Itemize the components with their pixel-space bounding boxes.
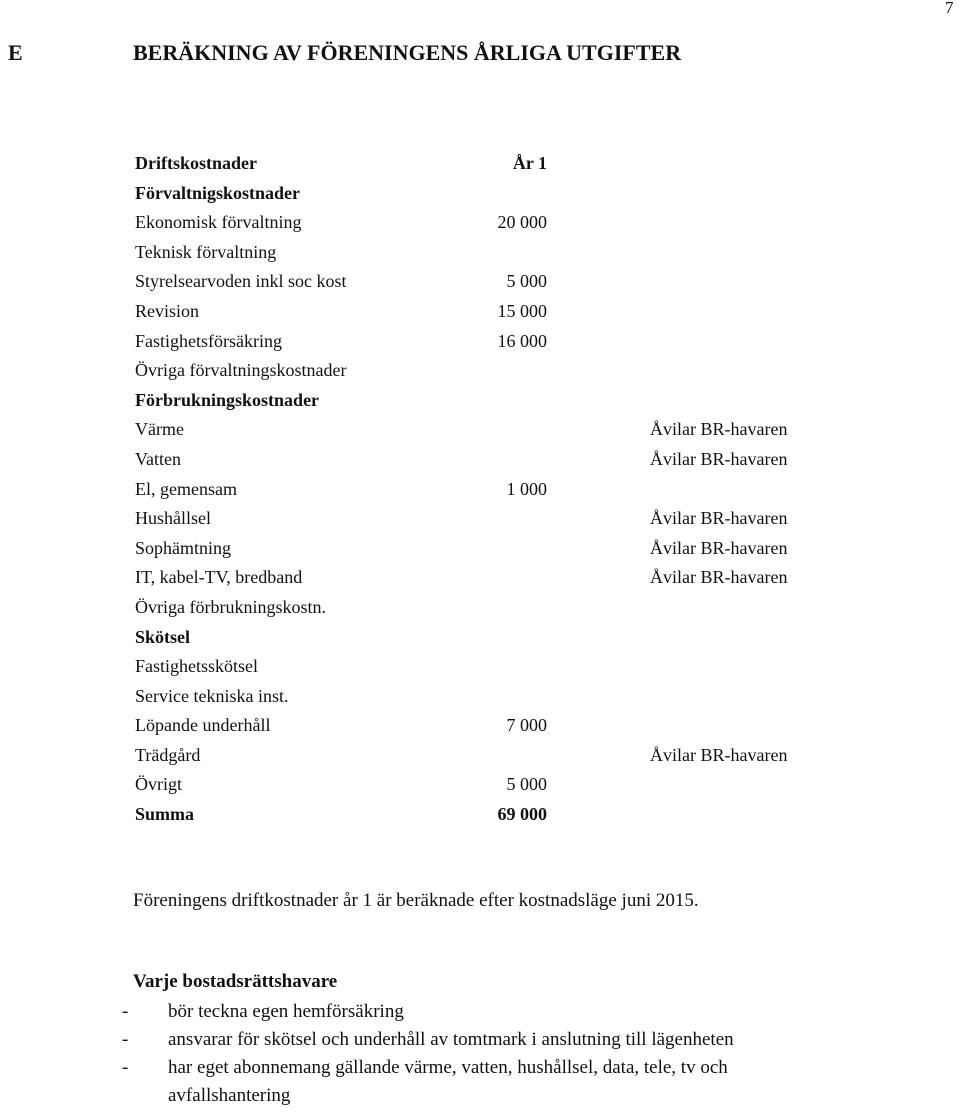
row-label: Förbrukningskostnader [135, 389, 320, 410]
page-number: 7 [945, 0, 954, 17]
table-row [135, 682, 825, 712]
row-amount: 20 000 [497, 212, 547, 233]
row-note: Åvilar BR-havaren [650, 419, 788, 440]
table-row [135, 445, 825, 475]
table-row [135, 297, 825, 327]
owner-obligations [122, 968, 913, 1110]
table-row [135, 504, 825, 534]
section-title: BERÄKNING AV FÖRENINGENS ÅRLIGA UTGIFTER [133, 40, 682, 65]
owner-obligations-heading: Varje bostadsrättshavare [133, 971, 338, 992]
row-label: Sophämtning [135, 537, 232, 558]
row-label: Teknisk förvaltning [135, 241, 277, 262]
table-row [135, 652, 825, 682]
row-label: IT, kabel-TV, bredband [135, 567, 303, 588]
list-item-text: bör teckna egen hemförsäkring [168, 1001, 404, 1022]
header-year: År 1 [512, 153, 547, 173]
row-label: El, gemensam [135, 478, 237, 499]
table-row [135, 386, 825, 416]
list-dash: - [122, 1057, 129, 1078]
list-item-text: ansvarar för skötsel och underhåll av tomtmark i anslutning till lägenheten [168, 1029, 734, 1050]
cost-table [135, 149, 825, 830]
table-row [135, 711, 825, 741]
table-row [135, 770, 825, 800]
row-note: Åvilar BR-havaren [650, 537, 788, 558]
row-label: Revision [135, 300, 200, 321]
list-item-continuation: avfallshantering [168, 1085, 291, 1106]
row-amount: 7 000 [506, 715, 547, 736]
row-amount: 15 000 [497, 300, 547, 321]
row-label: Fastighetsförsäkring [135, 330, 282, 351]
table-row [135, 623, 825, 653]
table-row [135, 238, 825, 268]
row-label: Värme [135, 419, 184, 440]
table-row [135, 741, 825, 771]
row-label: Fastighetsskötsel [135, 656, 259, 677]
row-note: Åvilar BR-havaren [650, 448, 788, 469]
row-label: Hushållsel [135, 508, 211, 529]
table-row [135, 208, 825, 238]
cost-table-header [135, 149, 825, 179]
owner-obligations-list [122, 998, 913, 1110]
table-row [135, 327, 825, 357]
header-label: Driftskostnader [135, 153, 257, 173]
list-item-text: har eget abonnemang gällande värme, vatten, hushållsel, data, tele, tv och [168, 1057, 728, 1078]
row-amount: 5 000 [506, 271, 547, 292]
table-row [135, 415, 825, 445]
cost-rows [135, 179, 825, 830]
row-label: Summa [135, 804, 195, 825]
cost-basis-note: Föreningens driftkostnader år 1 är beräknade efter kostnadsläge juni 2015. [133, 890, 699, 911]
row-note: Åvilar BR-havaren [650, 567, 788, 588]
table-row [135, 534, 825, 564]
table-row [135, 356, 825, 386]
row-label: Övrigt [135, 774, 182, 795]
list-item [122, 1054, 913, 1110]
row-label: Styrelsearvoden inkl soc kost [135, 271, 347, 292]
list-item [122, 1026, 913, 1054]
table-row [135, 800, 825, 830]
row-amount: 69 000 [497, 804, 547, 825]
table-row [135, 179, 825, 209]
row-amount: 16 000 [497, 330, 547, 351]
list-item [122, 998, 913, 1026]
table-row [135, 563, 825, 593]
row-label: Övriga förvaltningskostnader [135, 360, 347, 381]
row-amount: 1 000 [506, 478, 547, 499]
row-label: Ekonomisk förvaltning [135, 212, 302, 233]
table-row [135, 593, 825, 623]
row-label: Övriga förbrukningskostn. [135, 596, 326, 617]
table-row [135, 475, 825, 505]
list-dash: - [122, 1001, 129, 1022]
section-letter: E [8, 40, 23, 65]
row-label: Vatten [135, 448, 181, 469]
list-dash: - [122, 1029, 129, 1050]
row-label: Service tekniska inst. [135, 685, 289, 706]
row-note: Åvilar BR-havaren [650, 744, 788, 765]
row-label: Löpande underhåll [135, 715, 271, 736]
row-label: Skötsel [135, 626, 191, 647]
table-row [135, 267, 825, 297]
row-label: Förvaltnigskostnader [135, 182, 301, 203]
row-amount: 5 000 [506, 774, 547, 795]
row-label: Trädgård [135, 744, 201, 765]
row-note: Åvilar BR-havaren [650, 508, 788, 529]
